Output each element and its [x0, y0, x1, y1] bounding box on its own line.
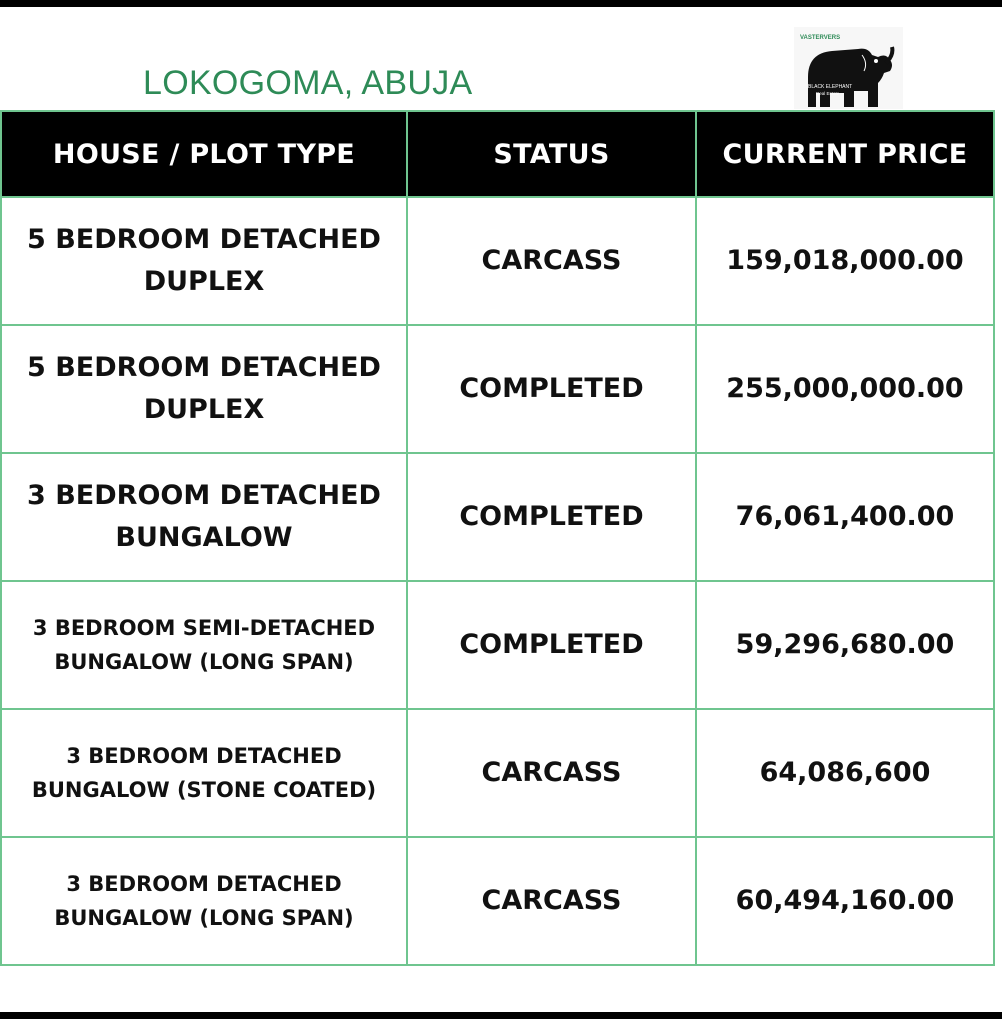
bottom-rule	[0, 1012, 1002, 1019]
page-title: LOKOGOMA, ABUJA	[143, 64, 473, 102]
cell-price: 60,494,160.00	[696, 837, 994, 965]
table-row	[1, 197, 994, 325]
table-row	[1, 837, 994, 965]
column-header-type: HOUSE / PLOT TYPE	[1, 111, 407, 197]
cell-price: 64,086,600	[696, 709, 994, 837]
cell-price: 255,000,000.00	[696, 325, 994, 453]
logo-brand-word: VASTERVERS	[800, 35, 841, 41]
cell-price: 76,061,400.00	[696, 453, 994, 581]
cell-type: 5 BEDROOM DETACHED DUPLEX	[1, 197, 407, 325]
column-header-price: CURRENT PRICE	[696, 111, 994, 197]
cell-type: 5 BEDROOM DETACHED DUPLEX	[1, 325, 407, 453]
logo-subtitle: Real Estate	[816, 91, 840, 96]
cell-status: CARCASS	[407, 709, 696, 837]
top-rule	[0, 0, 1002, 7]
cell-status: CARCASS	[407, 837, 696, 965]
table-row	[1, 325, 994, 453]
logo-name: BLACK ELEPHANT	[808, 84, 853, 90]
cell-type: 3 BEDROOM DETACHED BUNGALOW	[1, 453, 407, 581]
cell-price: 159,018,000.00	[696, 197, 994, 325]
price-table	[0, 110, 995, 966]
column-header-status: STATUS	[407, 111, 696, 197]
table-row	[1, 709, 994, 837]
cell-status: CARCASS	[407, 197, 696, 325]
cell-status: COMPLETED	[407, 325, 696, 453]
cell-price: 59,296,680.00	[696, 581, 994, 709]
table-header-row	[1, 111, 994, 197]
cell-type: 3 BEDROOM DETACHED BUNGALOW (LONG SPAN)	[1, 837, 407, 965]
cell-type: 3 BEDROOM SEMI-DETACHED BUNGALOW (LONG SPAN)	[1, 581, 407, 709]
cell-type: 3 BEDROOM DETACHED BUNGALOW (STONE COATED)	[1, 709, 407, 837]
cell-status: COMPLETED	[407, 453, 696, 581]
table-row	[1, 453, 994, 581]
cell-status: COMPLETED	[407, 581, 696, 709]
table-row	[1, 581, 994, 709]
logo	[794, 27, 903, 109]
